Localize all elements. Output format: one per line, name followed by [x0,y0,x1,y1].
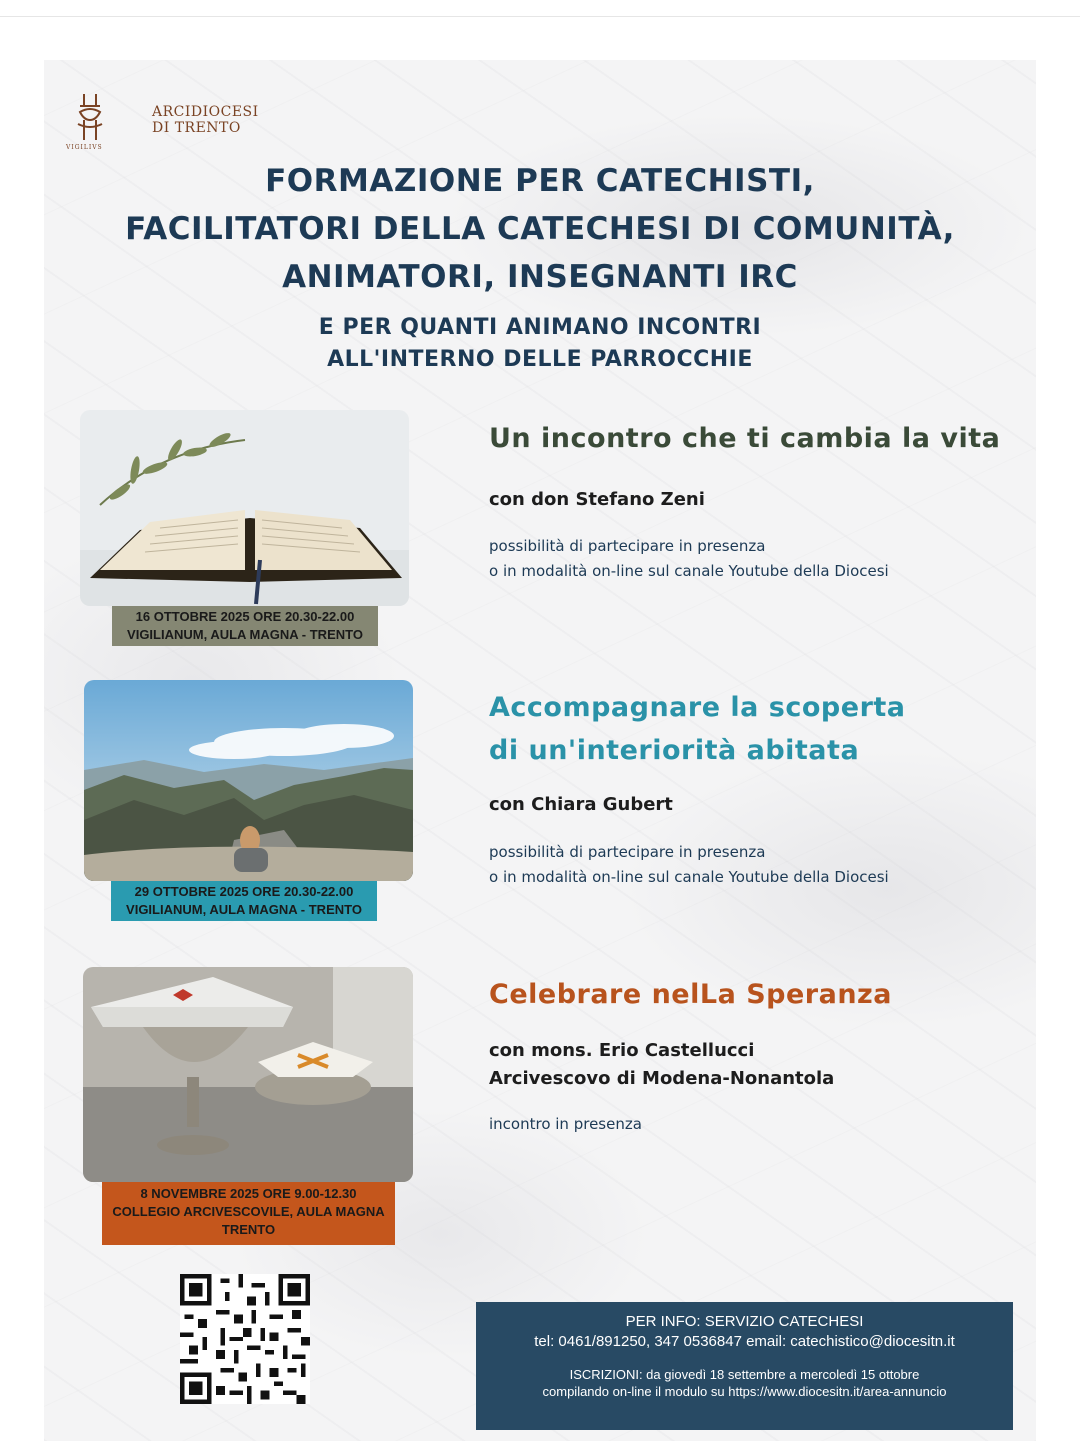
event-note-line: o in modalità on-line sul canale Youtube della Diocesi [489,868,889,886]
info-contact-line[interactable]: tel: 0461/891250, 347 0536847 email: catechistico@diocesitn.it [534,1333,955,1350]
info-line: ISCRIZIONI: da giovedì 18 settembre a mercoledì 15 ottobre [569,1367,920,1382]
event-2-date-box [111,881,377,921]
event-note-line: incontro in presenza [489,1115,642,1133]
event-1-date-box [112,606,378,646]
event-title-line: Accompagnare la scoperta [489,692,906,723]
event-date-line: VIGILIANUM, AULA MAGNA - TRENTO [127,627,363,642]
qr-code-icon[interactable] [180,1274,310,1404]
event-date-line: 29 OTTOBRE 2025 ORE 20.30-22.00 [134,884,354,899]
event-3-title [489,973,892,1016]
event-date-line: TRENTO [221,1222,276,1237]
event-date-line: 16 OTTOBRE 2025 ORE 20.30-22.00 [135,609,355,624]
diocese-emblem-icon [72,92,112,144]
event-title-line: Un incontro che ti cambia la vita [489,423,1001,454]
event-title-line: Celebrare nelLa Speranza [489,979,892,1010]
event-note-line: possibilità di partecipare in presenza [489,843,766,861]
logo-line-1: ARCIDIOCESI [152,104,259,120]
diocese-logo [66,92,272,152]
event-date-line: VIGILIANUM, AULA MAGNA - TRENTO [126,902,362,917]
title-line: ANIMATORI, INSEGNANTI IRC [282,259,798,295]
event-2-title [489,686,906,772]
event-3-speaker [489,1037,834,1093]
poster-subtitle [44,312,1036,376]
event-note-line: o in modalità on-line sul canale Youtube della Diocesi [489,562,889,580]
event-speaker-line: con Chiara Gubert [489,794,673,815]
logo-wordmark [152,104,259,136]
event-2-photo [84,680,413,881]
event-3-photo [83,967,413,1182]
subtitle-line: E PER QUANTI ANIMANO INCONTRI [318,315,762,340]
logo-subtitle: VIGILIVS [66,144,103,151]
event-3-date-box [102,1182,395,1245]
event-1-speaker [489,486,705,514]
event-speaker-line: con don Stefano Zeni [489,489,705,510]
info-box [476,1302,1013,1430]
event-speaker-line: Arcivescovo di Modena-Nonantola [489,1068,835,1089]
event-note-line: possibilità di partecipare in presenza [489,537,766,555]
subtitle-line: ALL'INTERNO DELLE PARROCCHIE [327,347,753,372]
event-speaker-line: con mons. Erio Castellucci [489,1040,755,1061]
title-line: FACILITATORI DELLA CATECHESI DI COMUNITÀ, [125,211,955,247]
logo-line-2: DI TRENTO [152,120,241,136]
event-1-photo [80,410,409,606]
event-date-line: COLLEGIO ARCIVESCOVILE, AULA MAGNA [112,1204,385,1219]
info-link-line[interactable]: compilando on-line il modulo su https://www.diocesitn.it/area-annuncio [542,1384,947,1399]
event-1-title [489,417,1000,460]
title-line: FORMAZIONE PER CATECHISTI, [265,163,815,199]
poster-title [44,157,1036,301]
event-date-line: 8 NOVEMBRE 2025 ORE 9.00-12.30 [140,1186,357,1201]
browser-top-bar [0,0,1080,17]
event-poster [44,60,1036,1441]
event-2-note [489,840,889,890]
event-title-line: di un'interiorità abitata [489,735,860,766]
event-1-note [489,534,889,584]
event-2-speaker [489,791,673,819]
info-line: PER INFO: SERVIZIO CATECHESI [625,1313,864,1330]
event-3-note [489,1112,642,1137]
